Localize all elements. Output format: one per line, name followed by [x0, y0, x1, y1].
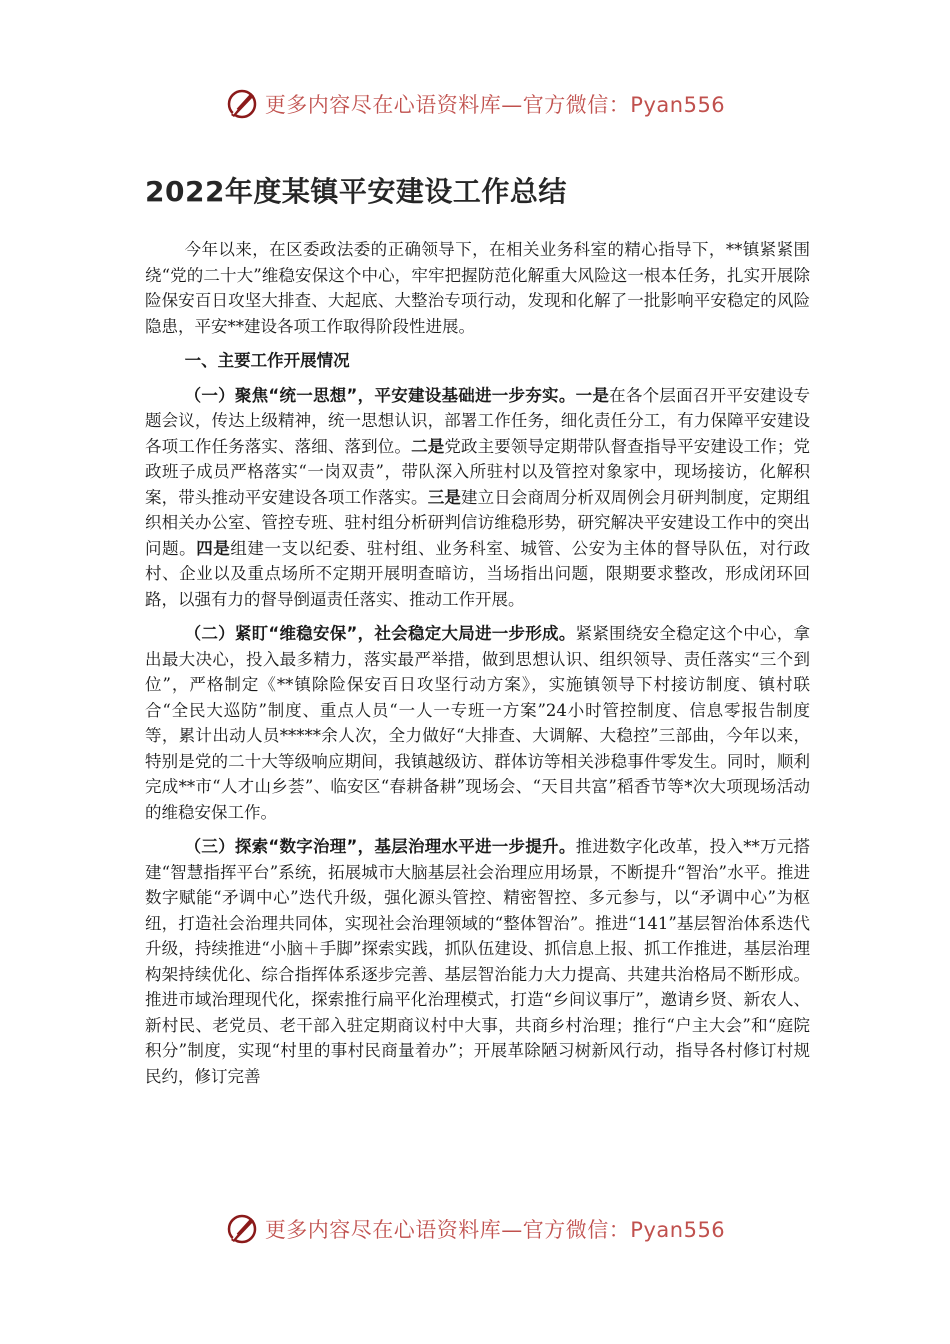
item-marker: 二是 — [411, 436, 445, 456]
paragraph-lead: （二）紧盯“维稳安保”，社会稳定大局进一步形成。 — [184, 624, 576, 643]
item-marker: 三是 — [427, 487, 461, 507]
header-watermark-banner — [0, 86, 950, 122]
watermark-text: 更多内容尽在心语资料库—官方微信：Pyan556 — [264, 1218, 726, 1242]
paragraph-text: 推进数字化改革，投入**万元搭建“智慧指挥平台”系统，拓展城市大脑基层社会治理应用场景，不断提升“智治”水平。推进数字赋能“矛调中心”迭代升级，强化源头管控、精密智控、多元参与，以“矛调中心”为枢纽，打造社会治理共同体，实现社会治理领域的“整体智治”。推进“141”基层智治体系迭代升级，持续推进“小脑＋手脚”探索实践，抓队伍建设、抓信息上报、抓工作推进，基层治理构架持续优化、综合指挥体系逐步完善、基层智治能力大力提高、共建共治格局不断形成。推进市域治理现代化，探索推行扁平化治理模式，打造“乡间议事厅”，邀请乡贤、新农人、新村民、老党员、老干部入驻定期商议村中大事，共商乡村治理；推行“户主大会”和“庭院积分”制度，实现“村里的事村民商量着办”；开展革除陋习树新风行动，指导各村修订村规民约，修订完善 — [145, 837, 810, 1086]
item-text: 党政主要领导定期带队督查指导平安建设工作；党政班子成员严格落实“一岗双责”，带队深入所驻村以及管控对象家中，现场接访，化解积案，带头推动平安建设各项工作落实。 — [145, 436, 811, 507]
document-title: 2022年度某镇平安建设工作总结 — [145, 175, 567, 208]
paragraph-text: 紧紧围绕安全稳定这个中心，拿出最大决心，投入最多精力，落实最严举措，做到思想认识、组织领导、责任落实“三个到位”，严格制定《**镇除险保安百日攻坚行动方案》，实施镇领导下村接访制度、镇村联合“全民大巡防”制度、重点人员“一人一专班一方案”24小时管控制度、信息零报告制度等，累计出动人员*****余人次，全力做好“大排查、大调解、大稳控”三部曲，今年以来，特别是党的二十大等级响应期间，我镇越级访、群体访等相关涉稳事件零发生。同时，顺利完成**市“人才山乡荟”、临安区“春耕备耕”现场会、“天目共富”稻香节等*次大项现场活动的维稳安保工作。 — [145, 624, 810, 822]
item-marker: 一是 — [575, 385, 610, 405]
paragraph-lead: （三）探索“数字治理”，基层治理水平进一步提升。 — [184, 837, 576, 856]
item-marker: 四是 — [196, 538, 231, 558]
quill-pen-logo-icon — [225, 1212, 259, 1246]
watermark-text: 更多内容尽在心语资料库—官方微信：Pyan556 — [264, 93, 726, 117]
item-text: 在各个层面召开平安建设专题会议，传达上级精神，统一思想认识，部署工作任务，细化责任分工，有力保障平安建设各项工作任务落实、落细、落到位。 — [145, 385, 810, 456]
paragraph-unified-thinking — [145, 383, 810, 613]
intro-paragraph: 今年以来，在区委政法委的正确领导下，在相关业务科室的精心指导下，**镇紧紧围绕“党的二十大”维稳安保这个中心，牢牢把握防范化解重大风险这一根本任务，扎实开展除险保安百日攻坚大排查、大起底、大整治专项行动，发现和化解了一批影响平安稳定的风险隐患，平安**建设各项工作取得阶段性进展。 — [145, 240, 810, 336]
quill-pen-logo-icon — [225, 87, 259, 121]
footer-watermark-banner — [0, 1211, 950, 1247]
item-text: 建立日会商周分析双周例会月研判制度，定期组织相关办公室、管控专班、驻村组分析研判信访维稳形势，研究解决平安建设工作中的突出问题。 — [145, 487, 811, 558]
paragraph-stability — [145, 621, 810, 825]
item-text: 组建一支以纪委、驻村组、业务科室、城管、公安为主体的督导队伍，对行政村、企业以及重点场所不定期开展明查暗访，当场指出问题，限期要求整改，形成闭环回路，以强有力的督导倒逼责任落实、推动工作开展。 — [145, 538, 811, 609]
section-heading: 一、主要工作开展情况 — [184, 351, 350, 370]
paragraph-digital-governance — [145, 834, 810, 1089]
document-body — [145, 170, 810, 1098]
paragraph-lead: （一）聚焦“统一思想”，平安建设基础进一步夯实。 — [184, 385, 576, 405]
